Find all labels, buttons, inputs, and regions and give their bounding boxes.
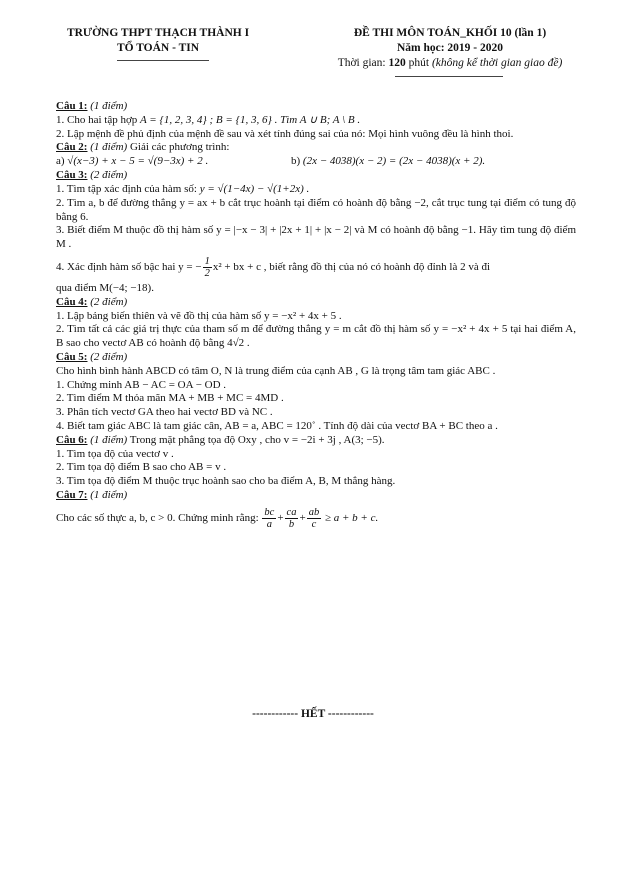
time-prefix: Thời gian: [337, 57, 389, 69]
q3-l4-fraction [203, 256, 212, 279]
q2-intro: Giải các phương trình: [127, 141, 230, 154]
q7-frac-1 [262, 507, 276, 530]
q3-item-4 [56, 256, 576, 279]
q7-f3-num: ab [308, 506, 320, 518]
q7-f1-num: bc [264, 506, 275, 518]
header-left [28, 26, 288, 56]
q2-b-math: (2x − 4038)(x − 2) = (2x − 4038)(x + 2). [302, 155, 486, 168]
header-right [300, 26, 600, 71]
q3-item-4-cont: qua điểm M(−4; −18). [56, 281, 154, 294]
q4-title: Câu 4: [56, 295, 88, 308]
q5-heading [56, 351, 576, 365]
q6-item-2: 2. Tìm tọa độ điểm B sao cho AB = v . [56, 461, 227, 474]
q4-points: (2 điểm) [87, 295, 128, 308]
q5-item-4: 4. Biết tam giác ABC là tam giác cân, AB = a, ABC = 120˚ . Tính độ dài của vectơ BA + BC theo a . [56, 419, 498, 432]
q4-item-1: 1. Lập bảng biến thiên và vẽ đồ thị của hàm số y = −x² + 4x + 5 . [56, 309, 342, 322]
q2-b-label: b) [291, 155, 303, 168]
q5-item-3: 3. Phân tích vectơ GA theo hai vectơ BD và NC . [56, 406, 273, 419]
q1-title: Câu 1: [56, 100, 88, 112]
q6-intro: Trong mặt phẳng tọa độ Oxy , cho v = −2i + 3j , A(3; −5). [127, 433, 385, 446]
q1-l1-text: 1. Cho hai tập hợp [56, 113, 141, 126]
time-value: 120 [388, 57, 406, 69]
q7-plus-2: + [299, 511, 306, 524]
q4-heading [56, 296, 576, 310]
q3-item-1 [56, 183, 576, 197]
school-name: TRƯỜNG THPT THẠCH THÀNH I [66, 27, 250, 39]
q3-item-3: 3. Biết điểm M thuộc đồ thị hàm số y = |−x − 3| + |2x + 1| + |x − 2| và M có hoành độ bằng −1. Hãy tìm tung độ điểm M . [56, 224, 576, 251]
q1-heading [56, 100, 576, 114]
q3-frac-den: 2 [204, 267, 210, 279]
q6-item-1: 1. Tìm tọa độ của vectơ v . [56, 447, 174, 460]
q3-frac-num: 1 [204, 255, 210, 267]
q7-f1-den: a [266, 518, 272, 530]
q3-item-2: 2. Tìm a, b để đường thẳng y = ax + b cắt trục hoành tại điểm có hoành độ bằng −2, cắt trục tung tại điểm có tung độ bằng 6. [56, 196, 576, 223]
q3-l4-rest: x² + bx + c , biết rằng đồ thị của nó có hoành độ đỉnh là 2 và đi [212, 261, 491, 273]
q2-a-math: √(x−3) + x − 5 = √(9−3x) + 2 . [67, 155, 209, 168]
q3-points: (2 điểm) [87, 169, 128, 182]
exam-body [56, 100, 576, 530]
q2-heading [56, 141, 576, 155]
q6-item-3: 3. Tìm tọa độ điểm M thuộc trục hoành sao cho ba điểm A, B, M thẳng hàng. [56, 475, 396, 488]
q5-title: Câu 5: [56, 350, 88, 363]
q2-a [56, 155, 208, 169]
q4-item-2: 2. Tìm tất cả các giá trị thực của tham số m để đường thẳng y = m cắt đồ thị hàm số y = −x² + 4x + 5 tại hai điểm A, B sao cho vectơ AB có hoành độ bằng 4√2 . [56, 323, 576, 350]
q1-item-1 [56, 114, 576, 128]
time-line [300, 56, 600, 71]
divider-right [395, 76, 503, 77]
q7-points: (1 điểm) [87, 488, 128, 501]
q7-frac-2 [285, 507, 299, 530]
q7-heading [56, 489, 576, 503]
school-year: Năm học: 2019 - 2020 [396, 42, 504, 54]
q2-points: (1 điểm) [87, 141, 128, 154]
time-note: (không kể thời gian giao đề) [431, 57, 563, 69]
q7-plus-1: + [277, 511, 284, 524]
q1-l1-math: A = {1, 2, 3, 4} ; B = {1, 3, 6} . Tìm A ∪ B; A \ B . [140, 113, 361, 126]
q7-f2-num: ca [286, 506, 297, 518]
q7-text: Cho các số thực a, b, c > 0. Chứng minh rằng: [56, 511, 262, 524]
q7-statement [56, 507, 576, 530]
time-suffix: phút [405, 57, 432, 69]
q6-title: Câu 6: [56, 433, 88, 446]
q5-points: (2 điểm) [87, 350, 128, 363]
q5-item-2: 2. Tìm điểm M thỏa mãn MA + MB + MC = 4MD . [56, 392, 284, 405]
q3-l1-math: y = √(1−4x) − √(1+2x) . [199, 182, 310, 195]
q3-heading [56, 169, 576, 183]
divider-left [117, 60, 209, 61]
q7-f2-den: b [288, 518, 295, 530]
q2-b [291, 155, 485, 169]
q5-item-1: 1. Chứng minh AB − AC = OA − OD . [56, 378, 227, 391]
q2-a-label: a) [56, 155, 68, 168]
q2-equations [56, 155, 576, 169]
q2-title: Câu 2: [56, 141, 88, 154]
q3-l1-text: 1. Tìm tập xác định của hàm số: [56, 182, 200, 195]
q1-item-2: 2. Lập mệnh đề phủ định của mệnh đề sau và xét tính đúng sai của nó: Mọi hình vuông đều là hình thoi. [56, 127, 514, 140]
end-marker [0, 708, 626, 720]
end-text: ------------ HẾT ------------ [252, 708, 374, 720]
q3-l4-text: 4. Xác định hàm số bậc hai y = − [56, 261, 202, 273]
exam-title: ĐỀ THI MÔN TOÁN_KHỐI 10 (lần 1) [353, 27, 547, 39]
q7-tail: ≥ a + b + c. [324, 511, 379, 524]
q6-heading [56, 434, 576, 448]
q3-title: Câu 3: [56, 169, 88, 182]
q7-title: Câu 7: [56, 488, 88, 501]
q7-frac-3 [307, 507, 322, 530]
q1-points: (1 điểm) [87, 100, 128, 112]
department: TỔ TOÁN - TIN [116, 42, 200, 54]
q6-points: (1 điểm) [87, 433, 128, 446]
q5-intro: Cho hình bình hành ABCD có tâm O, N là trung điểm của cạnh AB , G là trọng tâm tam giác ABC . [56, 364, 496, 377]
q7-f3-den: c [311, 518, 317, 530]
